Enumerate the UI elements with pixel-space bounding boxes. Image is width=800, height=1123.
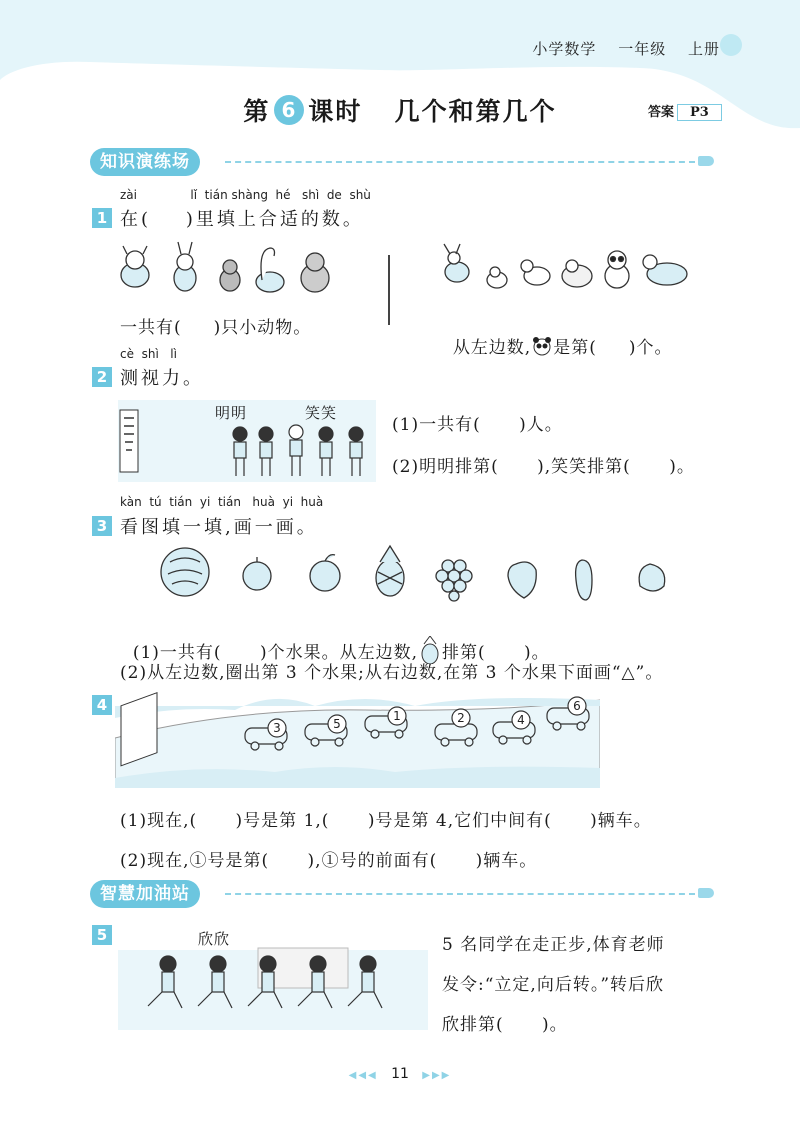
q2-name-mingming: 明明	[215, 404, 248, 422]
corner-badge-icon	[720, 34, 742, 56]
q5-students-marching-image	[118, 920, 428, 1030]
q1-pinyin: zài lǐ tián shàng hé shì de shù	[120, 188, 371, 202]
right-arrows-icon: ▶▶▶	[422, 1070, 452, 1081]
q4-number: 4	[92, 695, 112, 715]
q3-sub1-text-b: 排第( )。	[441, 643, 550, 663]
q4-car-race-image	[115, 688, 600, 788]
q1-animals-left-image	[110, 240, 350, 300]
lesson-name: 几个和第几个	[394, 97, 557, 126]
q3-fruits-image	[150, 542, 670, 602]
car-label: 6	[573, 699, 581, 713]
car-label: 5	[333, 717, 341, 731]
section-title-practice: 知识演练场	[90, 148, 200, 176]
car-label: 4	[517, 713, 525, 727]
q2-pinyin: cè shì lì	[120, 347, 177, 361]
divider	[225, 161, 695, 163]
q2-prompt: 测视力。	[120, 368, 204, 389]
subject-label: 小学数学	[532, 40, 597, 58]
answer-label: 答案	[648, 105, 675, 120]
q1-right-text-b: 是第( )个。	[553, 338, 673, 358]
q3-sub1-text-a: (1)一共有( )个水果。从左边数,	[132, 643, 418, 663]
car-label: 2	[457, 711, 465, 725]
q5-text-line-1: 5 名同学在走正步,体育老师	[442, 935, 665, 955]
lesson-number-badge: 6	[274, 95, 304, 125]
q3-prompt: 看图填一填,画一画。	[120, 517, 318, 538]
q2-number: 2	[92, 367, 112, 387]
pencil-icon	[698, 156, 714, 166]
answer-page: P3	[677, 104, 722, 121]
q4-subquestion-2: (2)现在,①号是第( ),①号的前面有( )辆车。	[120, 851, 538, 871]
q5-text-line-2: 发令:“立定,向后转。”转后欣	[442, 975, 665, 995]
left-arrows-icon: ◀◀◀	[348, 1070, 378, 1081]
q3-subquestion-1	[120, 616, 550, 664]
q1-left-question: 一共有( )只小动物。	[120, 318, 312, 338]
q1-number: 1	[92, 208, 112, 228]
pencil-icon	[698, 888, 714, 898]
car-label: 1	[393, 709, 401, 723]
section-title-wisdom: 智慧加油站	[90, 880, 200, 908]
q1-prompt: 在( )里填上合适的数。	[120, 209, 364, 230]
q3-pinyin: kàn tú tián yi tián huà yi huà	[120, 495, 324, 509]
divider	[225, 893, 695, 895]
answer-reference	[648, 101, 722, 121]
page-number: 11	[391, 1066, 409, 1082]
panda-icon	[531, 336, 553, 356]
q2-subquestion-1: (1)一共有( )人。	[392, 415, 563, 435]
q3-number: 3	[92, 516, 112, 536]
q5-name-xinxin: 欣欣	[198, 930, 231, 948]
q4-subquestion-1: (1)现在,( )号是第 1,( )号是第 4,它们中间有( )辆车。	[120, 811, 652, 831]
q1-right-question	[440, 313, 673, 358]
volume-label: 上册	[687, 40, 720, 58]
car-label: 3	[273, 721, 281, 735]
q2-name-xiaoxiao: 笑笑	[305, 404, 338, 422]
q5-text-line-3: 欣排第( )。	[442, 1015, 568, 1035]
title-prefix: 第	[243, 97, 271, 126]
q1-separator	[388, 255, 390, 325]
grade-label: 一年级	[618, 40, 667, 58]
section-banner-wisdom	[90, 880, 720, 908]
title-suffix: 课时	[308, 97, 363, 126]
section-banner-practice	[90, 148, 720, 176]
q1-right-text-a: 从左边数,	[452, 338, 532, 358]
q5-number: 5	[92, 925, 112, 945]
q2-subquestion-2: (2)明明排第( ),笑笑排第( )。	[392, 457, 695, 477]
q1-animals-right-image	[432, 240, 702, 300]
page-footer	[0, 1066, 800, 1082]
book-info	[516, 38, 720, 59]
q3-subquestion-2: (2)从左边数,圈出第 3 个水果;从右边数,在第 3 个水果下面画“△”。	[120, 663, 664, 683]
